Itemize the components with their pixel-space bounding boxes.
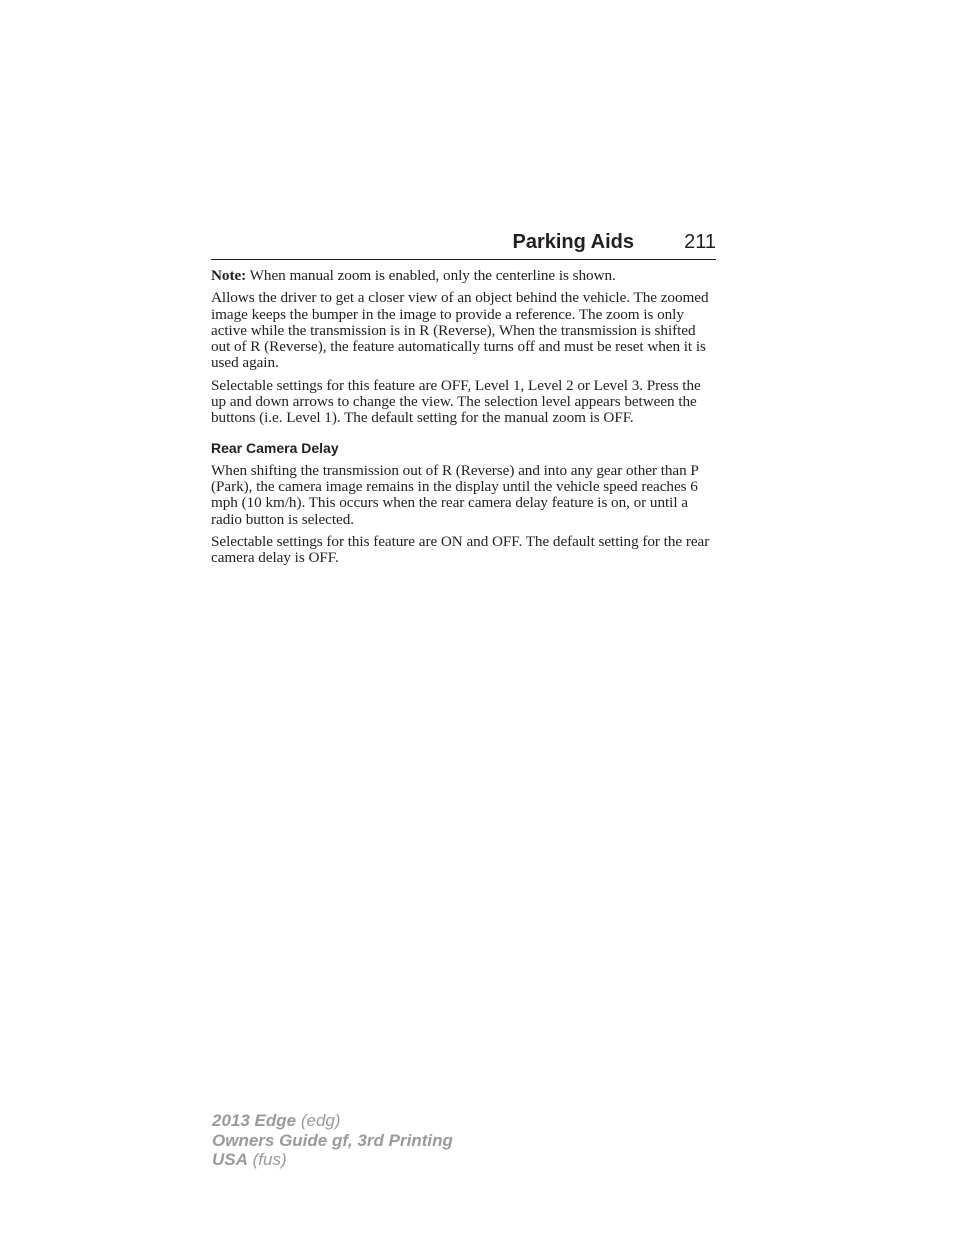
rear-camera-delay-heading: Rear Camera Delay [211,439,339,456]
footer-market: USA [212,1150,248,1169]
section-title: Parking Aids [512,231,634,253]
page-content [211,268,716,572]
page-number: 211 [684,231,716,253]
page-header [211,228,716,260]
zoom-description-paragraph: Allows the driver to get a closer view of an object behind the vehicle. The zoomed image keeps the bumper in the image to provide a reference. The zoom is only active while the transmission is in R (Reverse), When the transmission is shifted out of R (Reverse), the feature automatically turns off and must be reset when it is used again. [211,289,709,372]
footer-line-market [212,1150,453,1170]
camera-delay-description-paragraph: When shifting the transmission out of R (Reverse) and into any gear other than P (Park), the camera image remains in the display until the vehicle speed reaches 6 mph (10 km/h). This occurs when the rear camera delay feature is on, or until a radio button is selected. [211,461,699,528]
footer-market-code: (fus) [247,1150,287,1169]
footer-line-guide [212,1131,453,1151]
note-text: When manual zoom is enabled, only the centerline is shown. [246,267,616,284]
footer-model: 2013 Edge [212,1111,297,1130]
note-label: Note: [211,267,247,284]
footer-line-model [212,1111,453,1131]
footer-guide: Owners Guide gf, 3rd Printing [212,1130,453,1150]
footer [212,1111,453,1170]
footer-model-code: (edg) [296,1111,341,1130]
note-paragraph [211,268,716,284]
zoom-settings-paragraph: Selectable settings for this feature are OFF, Level 1, Level 2 or Level 3. Press the up and down arrows to change the view. The selection level appears between the buttons (i.e. Level 1). The default setting for the manual zoom is OFF. [211,376,701,427]
camera-delay-settings-paragraph: Selectable settings for this feature are ON and OFF. The default setting for the rear camera delay is OFF. [211,532,710,567]
